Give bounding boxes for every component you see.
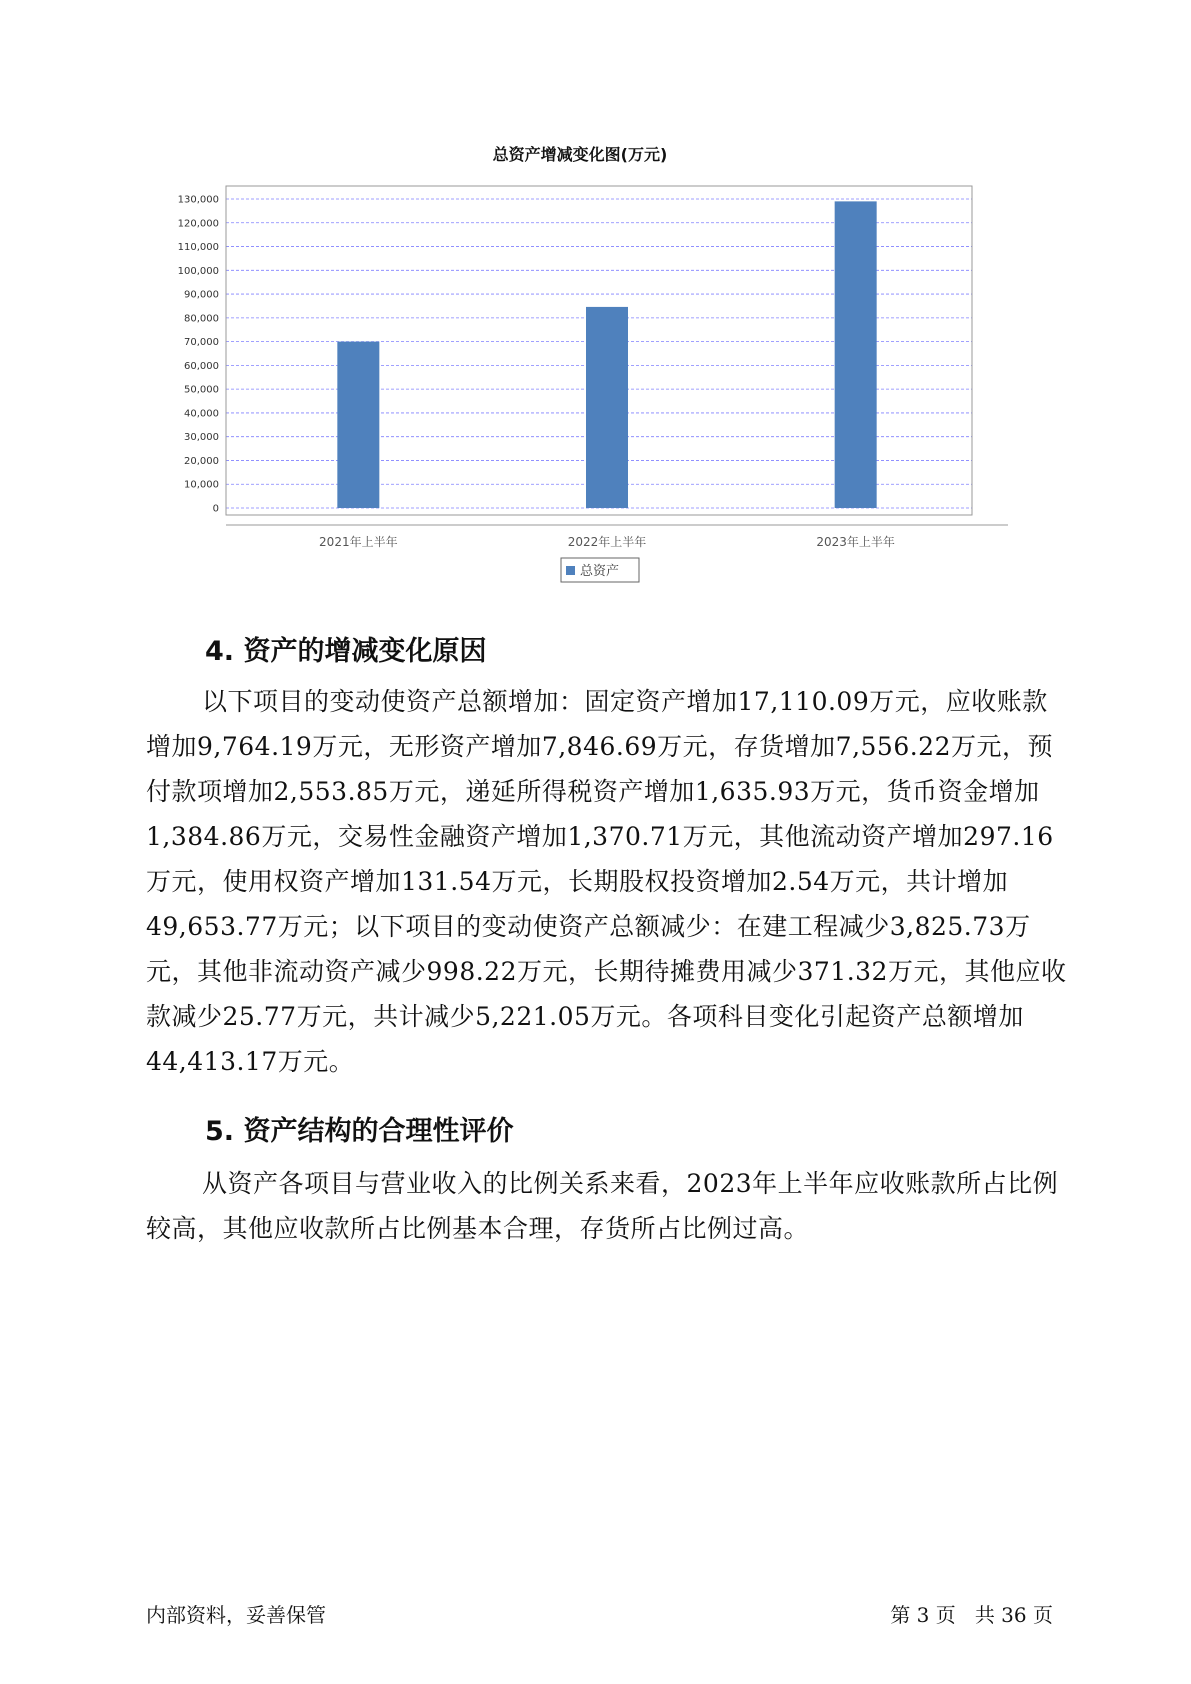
bar xyxy=(337,342,379,508)
footer-page-number: 第 3 页 共 36 页 xyxy=(890,1603,1053,1627)
bar xyxy=(586,307,628,508)
section-5-body: 从资产各项目与营业收入的比例关系来看，2023年上半年应收账款所占比例较高，其他应收款所占比例基本合理，存货所占比例过高。 xyxy=(146,1169,1059,1243)
x-category-label: 2021年上半年 xyxy=(319,535,398,549)
bar xyxy=(835,201,877,508)
y-tick-label: 60,000 xyxy=(184,360,219,372)
x-category-label: 2023年上半年 xyxy=(816,535,895,549)
y-tick-label: 50,000 xyxy=(184,384,219,396)
chart-title: 总资产增减变化图(万元) xyxy=(492,145,668,164)
chart-svg xyxy=(160,138,1020,598)
y-tick-label: 110,000 xyxy=(177,242,219,254)
y-tick-label: 70,000 xyxy=(184,337,219,349)
y-tick-label: 130,000 xyxy=(177,194,219,206)
y-tick-label: 40,000 xyxy=(184,408,219,420)
legend-label: 总资产 xyxy=(580,564,620,579)
tick-layer xyxy=(178,195,219,515)
y-tick-label: 0 xyxy=(212,503,219,515)
total-assets-chart xyxy=(160,138,1020,598)
x-category-label: 2022年上半年 xyxy=(567,535,647,549)
y-tick-label: 30,000 xyxy=(184,432,219,444)
section-4-body: 以下项目的变动使资产总额增加：固定资产增加17,110.09万元，应收账款增加9,764.19万元，无形资产增加7,846.69万元，存货增加7,556.22万元，预付款项增加2,553.85万元，递延所得税资产增加1,635.93万元，货币资金增加1,384.86万元，交易性金融资产增加1,370.71万元，其他流动资产增加297.16万元，使用权资产增加131.54万元，长期股权投资增加2.54万元，共计增加49,653.77万元；以下项目的变动使资产总额减少：在建工程减少3,825.73万元，其他非流动资产减少998.22万元，长期待摊费用减少371.32万元，其他应收款减少25.77万元，共计减少5,221.05万元。各项科目变化引起资产总额增加44,413.17万元。 xyxy=(146,687,1067,1076)
y-tick-label: 80,000 xyxy=(184,313,219,325)
bar-layer xyxy=(337,201,876,508)
legend-swatch xyxy=(566,566,575,575)
section-5-heading: 5. 资产结构的合理性评价 xyxy=(205,1116,514,1147)
legend xyxy=(561,558,639,582)
y-tick-label: 10,000 xyxy=(184,479,219,491)
y-tick-label: 20,000 xyxy=(184,455,219,467)
section-4-heading: 4. 资产的增减变化原因 xyxy=(205,636,487,667)
y-tick-label: 90,000 xyxy=(184,289,219,301)
y-tick-label: 100,000 xyxy=(177,265,219,277)
category-layer xyxy=(319,534,895,549)
footer-confidential-note: 内部资料，妥善保管 xyxy=(146,1603,326,1627)
y-tick-label: 120,000 xyxy=(177,218,219,230)
